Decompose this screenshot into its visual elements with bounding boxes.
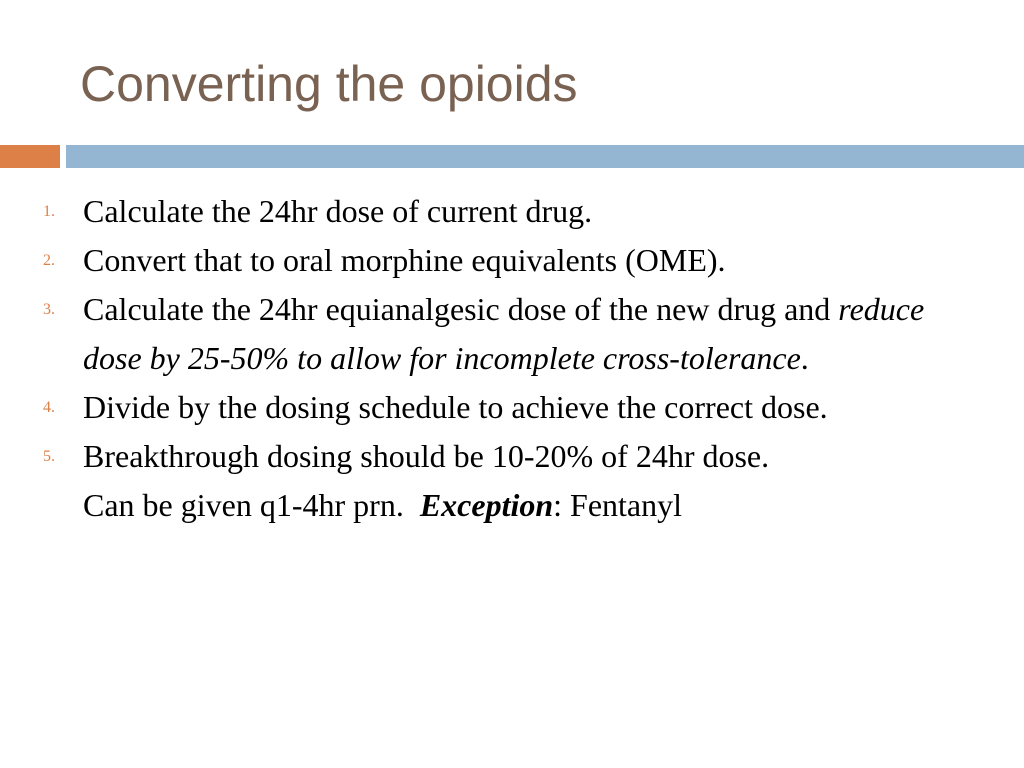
list-number: 4. bbox=[43, 399, 55, 416]
exception-label: Exception bbox=[419, 487, 554, 523]
list-item-text: Breakthrough dosing should be 10-20% of 24hr dose. bbox=[83, 438, 770, 474]
steps-list bbox=[0, 187, 1024, 530]
list-item bbox=[0, 285, 1024, 383]
list-item-text-end: . bbox=[800, 340, 809, 376]
list-item-text: Convert that to oral morphine equivalents (OME). bbox=[83, 242, 726, 278]
list-number: 1. bbox=[43, 203, 55, 220]
list-item-text: Calculate the 24hr equianalgesic dose of the new drug and bbox=[83, 291, 839, 327]
list-item-text: Calculate the 24hr dose of current drug. bbox=[83, 193, 593, 229]
list-item-emphasis: reduce dose by 25-50% to allow for incomplete cross-tolerance bbox=[83, 291, 925, 376]
list-item bbox=[0, 236, 1024, 285]
slide-title: Converting the opioids bbox=[80, 56, 578, 112]
list-number: 3. bbox=[43, 301, 55, 318]
exception-value: : Fentanyl bbox=[553, 487, 683, 523]
list-item bbox=[0, 432, 1024, 530]
title-divider-bar bbox=[66, 145, 1024, 168]
list-number: 2. bbox=[43, 252, 55, 269]
list-item bbox=[0, 187, 1024, 236]
title-accent-bar bbox=[0, 145, 60, 168]
list-item-text-line2: Can be given q1-4hr prn. bbox=[83, 487, 404, 523]
list-item bbox=[0, 383, 1024, 432]
list-item-text: Divide by the dosing schedule to achieve the correct dose. bbox=[83, 389, 828, 425]
list-number: 5. bbox=[43, 448, 55, 465]
